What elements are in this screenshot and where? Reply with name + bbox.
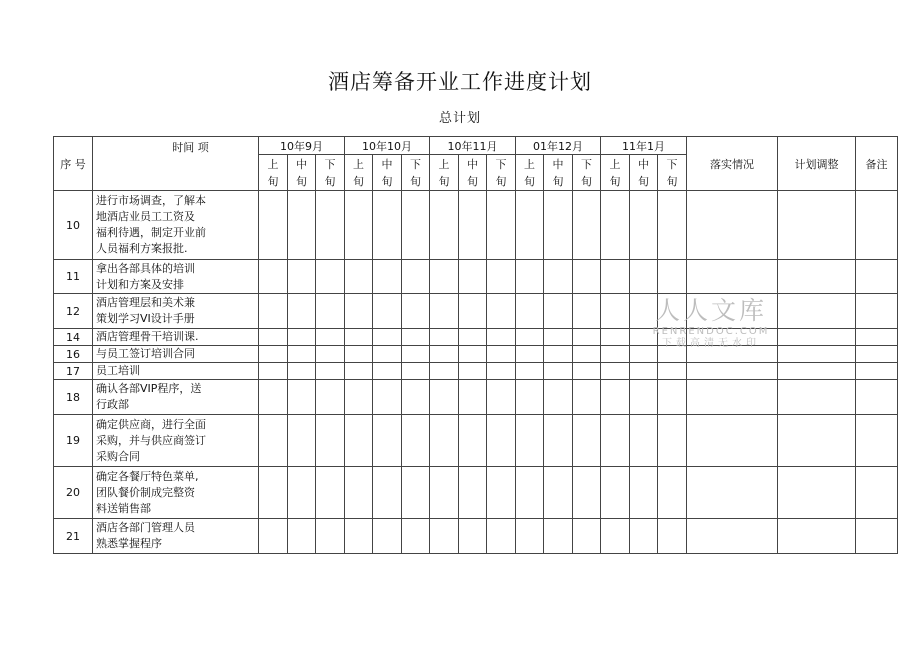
schedule-cell [573,415,601,467]
schedule-cell [288,467,316,519]
schedule-cell [573,260,601,294]
schedule-cell [373,294,402,329]
status-cell [687,260,778,294]
schedule-cell [459,380,487,415]
schedule-cell [487,415,516,467]
header-period: 上 旬 [430,155,459,191]
adjust-cell [778,294,856,329]
document-subtitle: 总计划 [438,111,481,126]
table-row [54,363,898,380]
schedule-cell [487,380,516,415]
schedule-cell [345,294,373,329]
header-period: 上 旬 [516,155,544,191]
schedule-cell [373,415,402,467]
watermark-logo-text: 人人文库 [654,296,767,325]
schedule-cell [459,346,487,363]
row-seq: 17 [54,363,93,380]
schedule-cell [487,260,516,294]
header-period: 中 旬 [630,155,658,191]
schedule-cell [259,294,288,329]
header-month: 10年10月 [345,137,430,155]
schedule-cell [288,519,316,554]
header-item-cell [93,137,259,191]
row-seq: 10 [54,191,93,260]
schedule-cell [516,415,544,467]
header-item: 时间 项 [172,141,209,154]
schedule-cell [259,415,288,467]
header-period: 中 旬 [459,155,487,191]
schedule-cell [345,519,373,554]
header-period: 下 旬 [316,155,345,191]
schedule-cell [430,415,459,467]
row-item: 与员工签订培训合同 [93,346,259,363]
schedule-cell [544,380,573,415]
schedule-cell [345,260,373,294]
schedule-cell [430,191,459,260]
schedule-cell [487,467,516,519]
header-period: 下 旬 [658,155,687,191]
schedule-cell [601,380,630,415]
schedule-cell [316,415,345,467]
status-cell [687,415,778,467]
schedule-cell [630,380,658,415]
schedule-cell [487,346,516,363]
header-period: 中 旬 [288,155,316,191]
schedule-cell [402,260,430,294]
schedule-cell [373,380,402,415]
schedule-cell [259,380,288,415]
header-notes: 备注 [856,137,898,191]
schedule-cell [516,260,544,294]
adjust-cell [778,380,856,415]
schedule-cell [658,260,687,294]
schedule-cell [373,191,402,260]
notes-cell [856,191,898,260]
schedule-cell [487,294,516,329]
schedule-cell [402,380,430,415]
schedule-cell [516,467,544,519]
row-item: 员工培训 [93,363,259,380]
adjust-cell [778,191,856,260]
schedule-cell [630,260,658,294]
schedule-cell [288,363,316,380]
schedule-cell [373,329,402,346]
schedule-cell [487,519,516,554]
schedule-cell [402,329,430,346]
header-row-months [54,137,898,155]
watermark-domain: RENRENDOC.COM [652,326,770,337]
schedule-cell [430,380,459,415]
notes-cell [856,260,898,294]
notes-cell [856,294,898,329]
schedule-cell [601,346,630,363]
header-adjust: 计划调整 [778,137,856,191]
adjust-cell [778,467,856,519]
table-row [54,260,898,294]
row-seq: 16 [54,346,93,363]
schedule-cell [601,519,630,554]
schedule-cell [316,329,345,346]
header-period: 下 旬 [487,155,516,191]
header-seq: 序 号 [54,137,93,191]
schedule-cell [544,519,573,554]
notes-cell [856,363,898,380]
header-period: 下 旬 [573,155,601,191]
schedule-cell [573,363,601,380]
header-period: 上 旬 [259,155,288,191]
schedule-cell [601,294,630,329]
adjust-cell [778,519,856,554]
row-item: 进行市场调查，了解本 地酒店业员工工资及 福利待遇，制定开业前 人员福利方案报批. [93,191,259,260]
header-month: 11年1月 [601,137,687,155]
schedule-cell [544,346,573,363]
schedule-cell [487,329,516,346]
schedule-cell [573,346,601,363]
schedule-cell [316,191,345,260]
row-item: 酒店管理骨干培训课. [93,329,259,346]
schedule-cell [430,329,459,346]
schedule-cell [658,191,687,260]
document-title: 酒店筹备开业工作进度计划 [328,70,592,94]
schedule-cell [487,191,516,260]
status-cell [687,467,778,519]
row-item: 酒店各部门管理人员 熟悉掌握程序 [93,519,259,554]
schedule-cell [402,294,430,329]
header-period: 下 旬 [402,155,430,191]
table-row [54,191,898,260]
schedule-cell [601,467,630,519]
schedule-cell [658,363,687,380]
schedule-cell [573,519,601,554]
schedule-cell [601,363,630,380]
schedule-cell [345,329,373,346]
schedule-cell [288,346,316,363]
schedule-cell [402,346,430,363]
schedule-cell [259,519,288,554]
schedule-cell [544,191,573,260]
schedule-cell [459,260,487,294]
schedule-cell [402,415,430,467]
schedule-cell [516,329,544,346]
notes-cell [856,380,898,415]
adjust-cell [778,260,856,294]
adjust-cell [778,329,856,346]
status-cell [687,380,778,415]
schedule-cell [573,467,601,519]
schedule-cell [544,294,573,329]
schedule-cell [544,260,573,294]
schedule-cell [630,519,658,554]
schedule-cell [601,191,630,260]
header-status: 落实情况 [687,137,778,191]
table-row [54,519,898,554]
schedule-cell [288,260,316,294]
schedule-cell [516,519,544,554]
schedule-cell [402,519,430,554]
schedule-cell [288,329,316,346]
row-seq: 11 [54,260,93,294]
schedule-cell [516,191,544,260]
schedule-cell [573,294,601,329]
schedule-cell [373,467,402,519]
schedule-cell [259,191,288,260]
schedule-cell [573,191,601,260]
schedule-cell [601,329,630,346]
schedule-cell [630,191,658,260]
schedule-cell [544,467,573,519]
schedule-cell [430,519,459,554]
schedule-cell [658,467,687,519]
schedule-cell [430,294,459,329]
row-item: 拿出各部具体的培训 计划和方案及安排 [93,260,259,294]
schedule-cell [259,260,288,294]
schedule-cell [601,260,630,294]
schedule-cell [259,467,288,519]
schedule-cell [430,363,459,380]
schedule-cell [430,467,459,519]
row-seq: 12 [54,294,93,329]
schedule-cell [316,294,345,329]
schedule-cell [316,363,345,380]
status-cell [687,191,778,260]
schedule-cell [573,329,601,346]
adjust-cell [778,415,856,467]
schedule-cell [459,415,487,467]
header-period: 中 旬 [373,155,402,191]
schedule-cell [373,346,402,363]
schedule-cell [288,415,316,467]
schedule-cell [516,363,544,380]
notes-cell [856,329,898,346]
schedule-cell [345,191,373,260]
header-month: 10年11月 [430,137,516,155]
schedule-cell [316,519,345,554]
schedule-cell [373,260,402,294]
schedule-cell [402,467,430,519]
adjust-cell [778,346,856,363]
schedule-cell [630,363,658,380]
schedule-cell [544,329,573,346]
schedule-cell [459,467,487,519]
schedule-cell [373,363,402,380]
schedule-cell [259,363,288,380]
row-seq: 20 [54,467,93,519]
row-item: 确认各部VIP程序，送 行政部 [93,380,259,415]
schedule-cell [459,191,487,260]
notes-cell [856,467,898,519]
schedule-cell [658,519,687,554]
schedule-cell [345,363,373,380]
schedule-cell [316,467,345,519]
status-cell [687,363,778,380]
watermark [646,296,776,350]
schedule-cell [459,363,487,380]
row-item: 酒店管理层和美术兼 策划学习VI设计手册 [93,294,259,329]
schedule-cell [288,191,316,260]
adjust-cell [778,363,856,380]
header-month: 10年9月 [259,137,345,155]
schedule-cell [316,346,345,363]
notes-cell [856,519,898,554]
schedule-cell [345,380,373,415]
schedule-cell [316,260,345,294]
schedule-cell [601,415,630,467]
schedule-cell [544,363,573,380]
row-item: 确定各餐厅特色菜单, 团队餐价制成完整资 料送销售部 [93,467,259,519]
schedule-cell [316,380,345,415]
schedule-cell [259,346,288,363]
table-row [54,380,898,415]
schedule-cell [544,415,573,467]
schedule-cell [658,380,687,415]
schedule-cell [345,346,373,363]
schedule-cell [516,294,544,329]
header-period: 上 旬 [601,155,630,191]
schedule-cell [516,380,544,415]
schedule-cell [430,346,459,363]
table-row [54,415,898,467]
header-period: 上 旬 [345,155,373,191]
row-seq: 19 [54,415,93,467]
schedule-cell [402,191,430,260]
schedule-cell [487,363,516,380]
schedule-cell [573,380,601,415]
table-row [54,467,898,519]
schedule-cell [345,415,373,467]
schedule-cell [402,363,430,380]
schedule-cell [658,415,687,467]
schedule-cell [288,380,316,415]
schedule-cell [459,294,487,329]
schedule-cell [259,329,288,346]
notes-cell [856,346,898,363]
schedule-cell [630,467,658,519]
header-period: 中 旬 [544,155,573,191]
row-item: 确定供应商，进行全面 采购，并与供应商签订 采购合同 [93,415,259,467]
schedule-cell [459,519,487,554]
schedule-cell [430,260,459,294]
row-seq: 18 [54,380,93,415]
schedule-cell [345,467,373,519]
row-seq: 21 [54,519,93,554]
header-month: 01年12月 [516,137,601,155]
notes-cell [856,415,898,467]
row-seq: 14 [54,329,93,346]
status-cell [687,519,778,554]
schedule-cell [516,346,544,363]
schedule-cell [630,415,658,467]
watermark-slogan: 下载高清无水印 [662,338,760,349]
schedule-cell [373,519,402,554]
schedule-cell [288,294,316,329]
schedule-cell [459,329,487,346]
